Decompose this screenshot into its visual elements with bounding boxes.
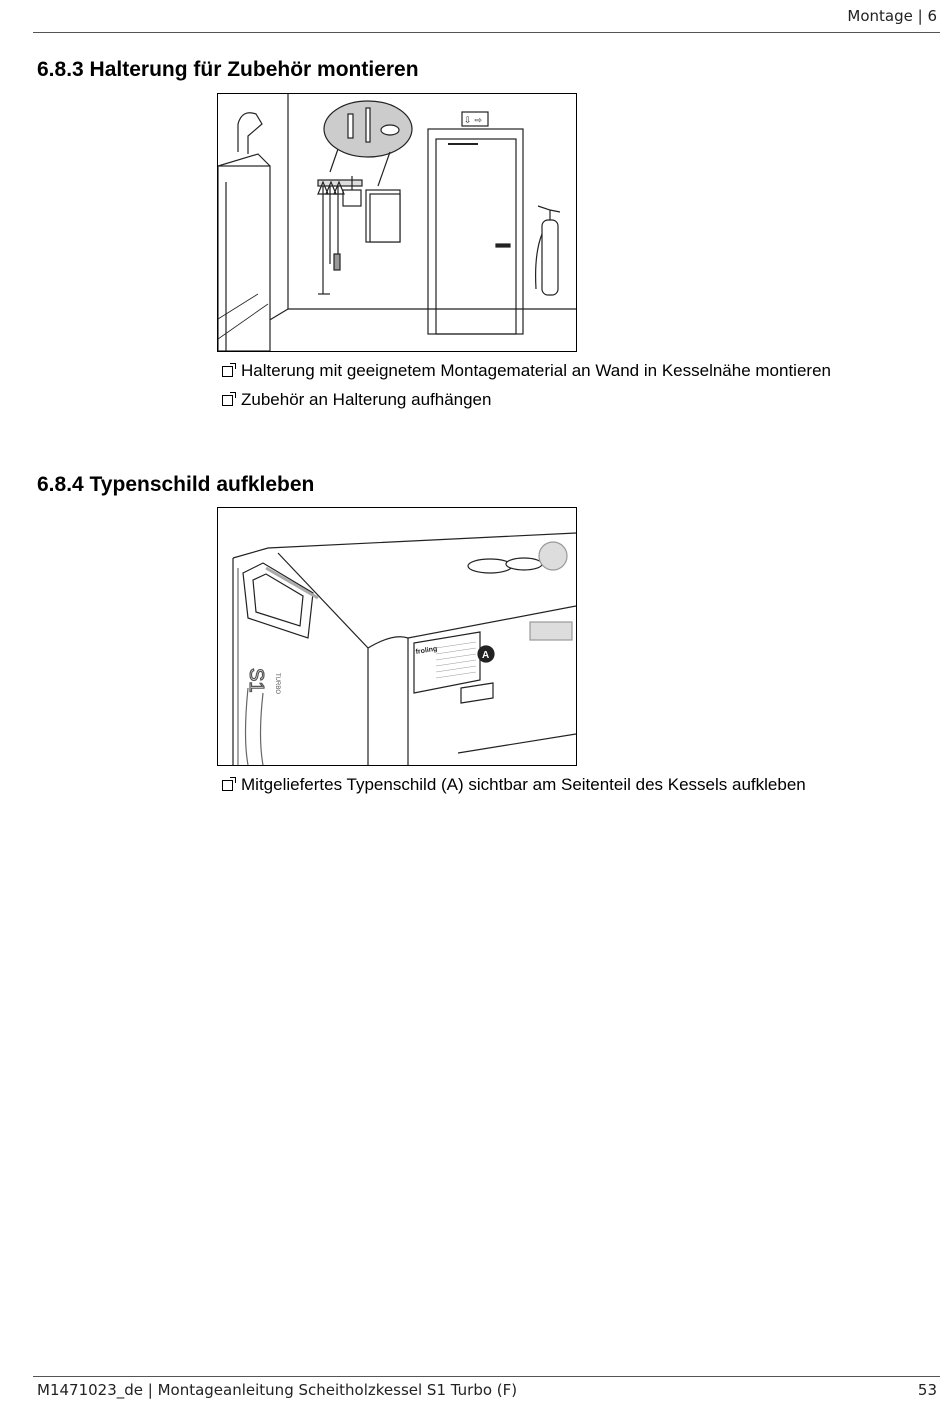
step-text: Halterung mit geeignetem Montagematerial an Wand in Kesselnähe montieren: [241, 361, 831, 380]
figure-type-plate: [217, 507, 577, 766]
section-heading-6-8-4: 6.8.4 Typenschild aufkleben: [37, 473, 315, 496]
svg-text:⇩ ⇨: ⇩ ⇨: [464, 116, 482, 126]
plate-brand: froling: [415, 645, 438, 656]
step-hang-accessories: [222, 390, 491, 410]
checkbox-icon: [222, 366, 233, 377]
checkbox-icon: [222, 780, 233, 791]
page-number: 53: [917, 1381, 937, 1399]
footer-document-title: M1471023_de | Montageanleitung Scheitholzkessel S1 Turbo (F): [37, 1381, 518, 1399]
running-header: Montage | 6: [847, 7, 937, 25]
front-model-small: TURBO: [274, 673, 280, 694]
footer-rule: [33, 1376, 940, 1377]
front-model-label: S1: [245, 668, 267, 693]
header-rule: [33, 32, 940, 33]
step-text: Mitgeliefertes Typenschild (A) sichtbar am Seitenteil des Kessels aufkleben: [241, 775, 806, 794]
checkbox-icon: [222, 395, 233, 406]
step-text: Zubehör an Halterung aufhängen: [241, 390, 492, 409]
figure-accessory-holder: [217, 93, 577, 352]
callout-a: A: [482, 650, 490, 661]
step-attach-type-plate: [222, 775, 806, 795]
step-mount-holder: [222, 361, 831, 381]
section-heading-6-8-3: 6.8.3 Halterung für Zubehör montieren: [37, 58, 419, 81]
